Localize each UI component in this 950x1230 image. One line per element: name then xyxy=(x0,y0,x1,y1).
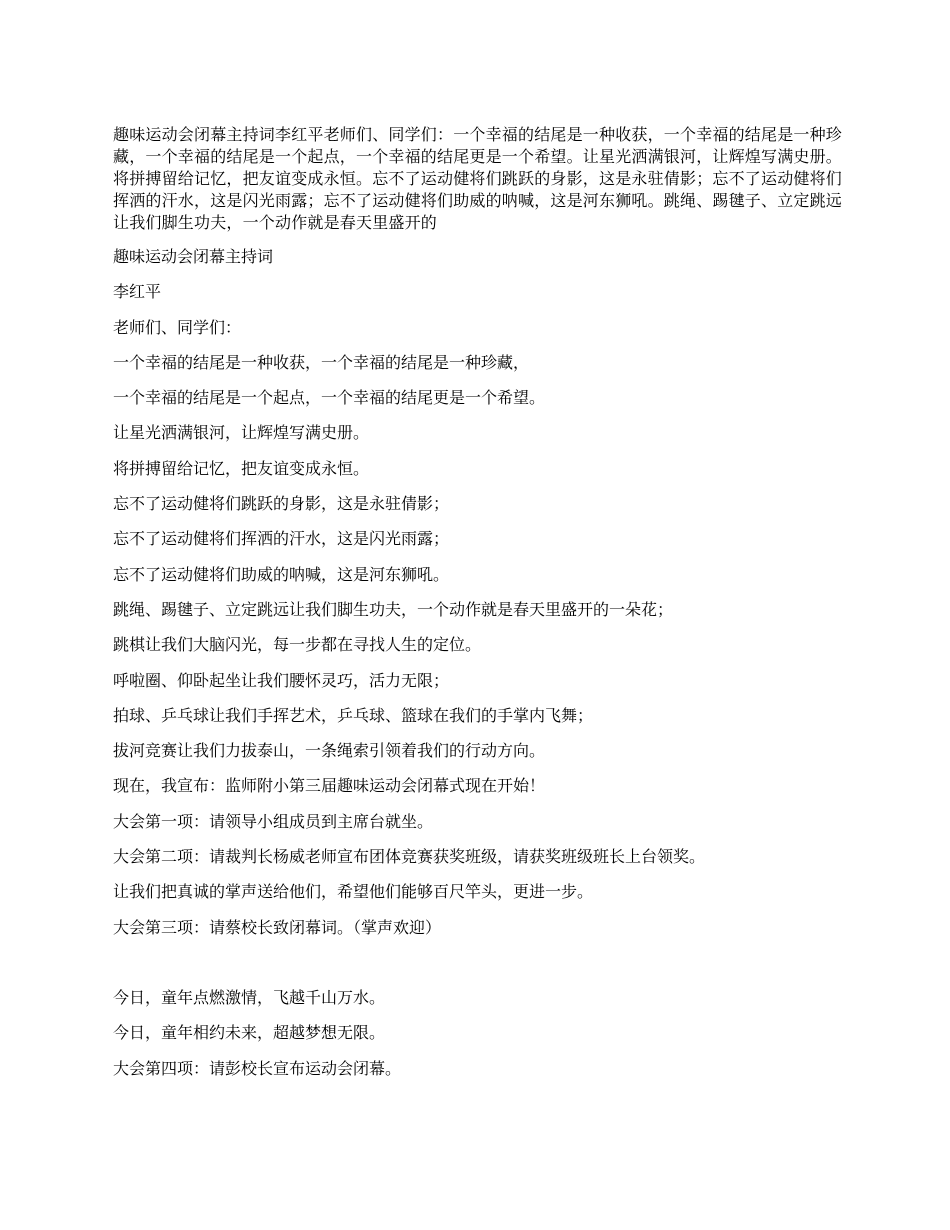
speech-line: 呼啦圈、仰卧起坐让我们腰怀灵巧，活力无限； xyxy=(113,670,450,690)
closing-line: 今日，童年点燃激情，飞越千山万水。 xyxy=(113,987,386,1007)
author-name: 李红平 xyxy=(113,282,162,302)
document-body xyxy=(113,124,843,1093)
speech-line: 忘不了运动健将们跳跃的身影，这是永驻倩影； xyxy=(113,494,450,514)
speech-line: 忘不了运动健将们助威的呐喊，这是河东狮吼。 xyxy=(113,564,450,584)
closing-line: 今日，童年相约未来，超越梦想无限。 xyxy=(113,1023,386,1043)
speech-line: 忘不了运动健将们挥洒的汗水，这是闪光雨露； xyxy=(113,529,450,549)
agenda-item: 大会第四项：请彭校长宣布运动会闭幕。 xyxy=(113,1058,402,1078)
document-title: 趣味运动会闭幕主持词 xyxy=(113,247,274,266)
agenda-item: 大会第三项：请蔡校长致闭幕词。（掌声欢迎） xyxy=(113,917,442,937)
greeting: 老师们、同学们： xyxy=(113,317,242,337)
speech-line: 跳棋让我们大脑闪光，每一步都在寻找人生的定位。 xyxy=(113,635,482,655)
agenda-item: 大会第一项：请领导小组成员到主席台就坐。 xyxy=(113,811,434,831)
summary-paragraph: 趣味运动会闭幕主持词李红平老师们、同学们：一个幸福的结尾是一种收获，一个幸福的结尾是一种珍藏，一个幸福的结尾是一个起点，一个幸福的结尾更是一个希望。让星光洒满银河，让辉煌写满史册。将拼搏留给记忆，把友谊变成永恒。忘不了运动健将们跳跃的身影，这是永驻倩影；忘不了运动健将们挥洒的汗水，这是闪光雨露；忘不了运动健将们助威的呐喊，这是河东狮吼。跳绳、踢毽子、立定跳远让我们脚生功夫，一个动作就是春天里盛开的 xyxy=(113,125,843,232)
speech-line: 拍球、乒乓球让我们手挥艺术，乒乓球、篮球在我们的手掌内飞舞； xyxy=(113,705,594,725)
agenda-item: 大会第二项：请裁判长杨威老师宣布团体竞赛获奖班级，请获奖班级班长上台领奖。 xyxy=(113,847,706,867)
blank-gap xyxy=(113,952,843,987)
speech-line: 现在，我宣布：监师附小第三届趣味运动会闭幕式现在开始！ xyxy=(113,776,546,796)
speech-line: 跳绳、踢毽子、立定跳远让我们脚生功夫，一个动作就是春天里盛开的一朵花； xyxy=(113,599,674,619)
speech-line: 一个幸福的结尾是一种收获，一个幸福的结尾是一种珍藏， xyxy=(113,352,530,372)
speech-line: 将拼搏留给记忆，把友谊变成永恒。 xyxy=(113,458,370,478)
speech-line: 让星光洒满银河，让辉煌写满史册。 xyxy=(113,423,370,443)
speech-line: 拔河竞赛让我们力拔泰山，一条绳索引领着我们的行动方向。 xyxy=(113,741,546,761)
speech-line: 让我们把真诚的掌声送给他们，希望他们能够百尺竿头，更进一步。 xyxy=(113,882,594,902)
speech-line: 一个幸福的结尾是一个起点，一个幸福的结尾更是一个希望。 xyxy=(113,388,546,408)
